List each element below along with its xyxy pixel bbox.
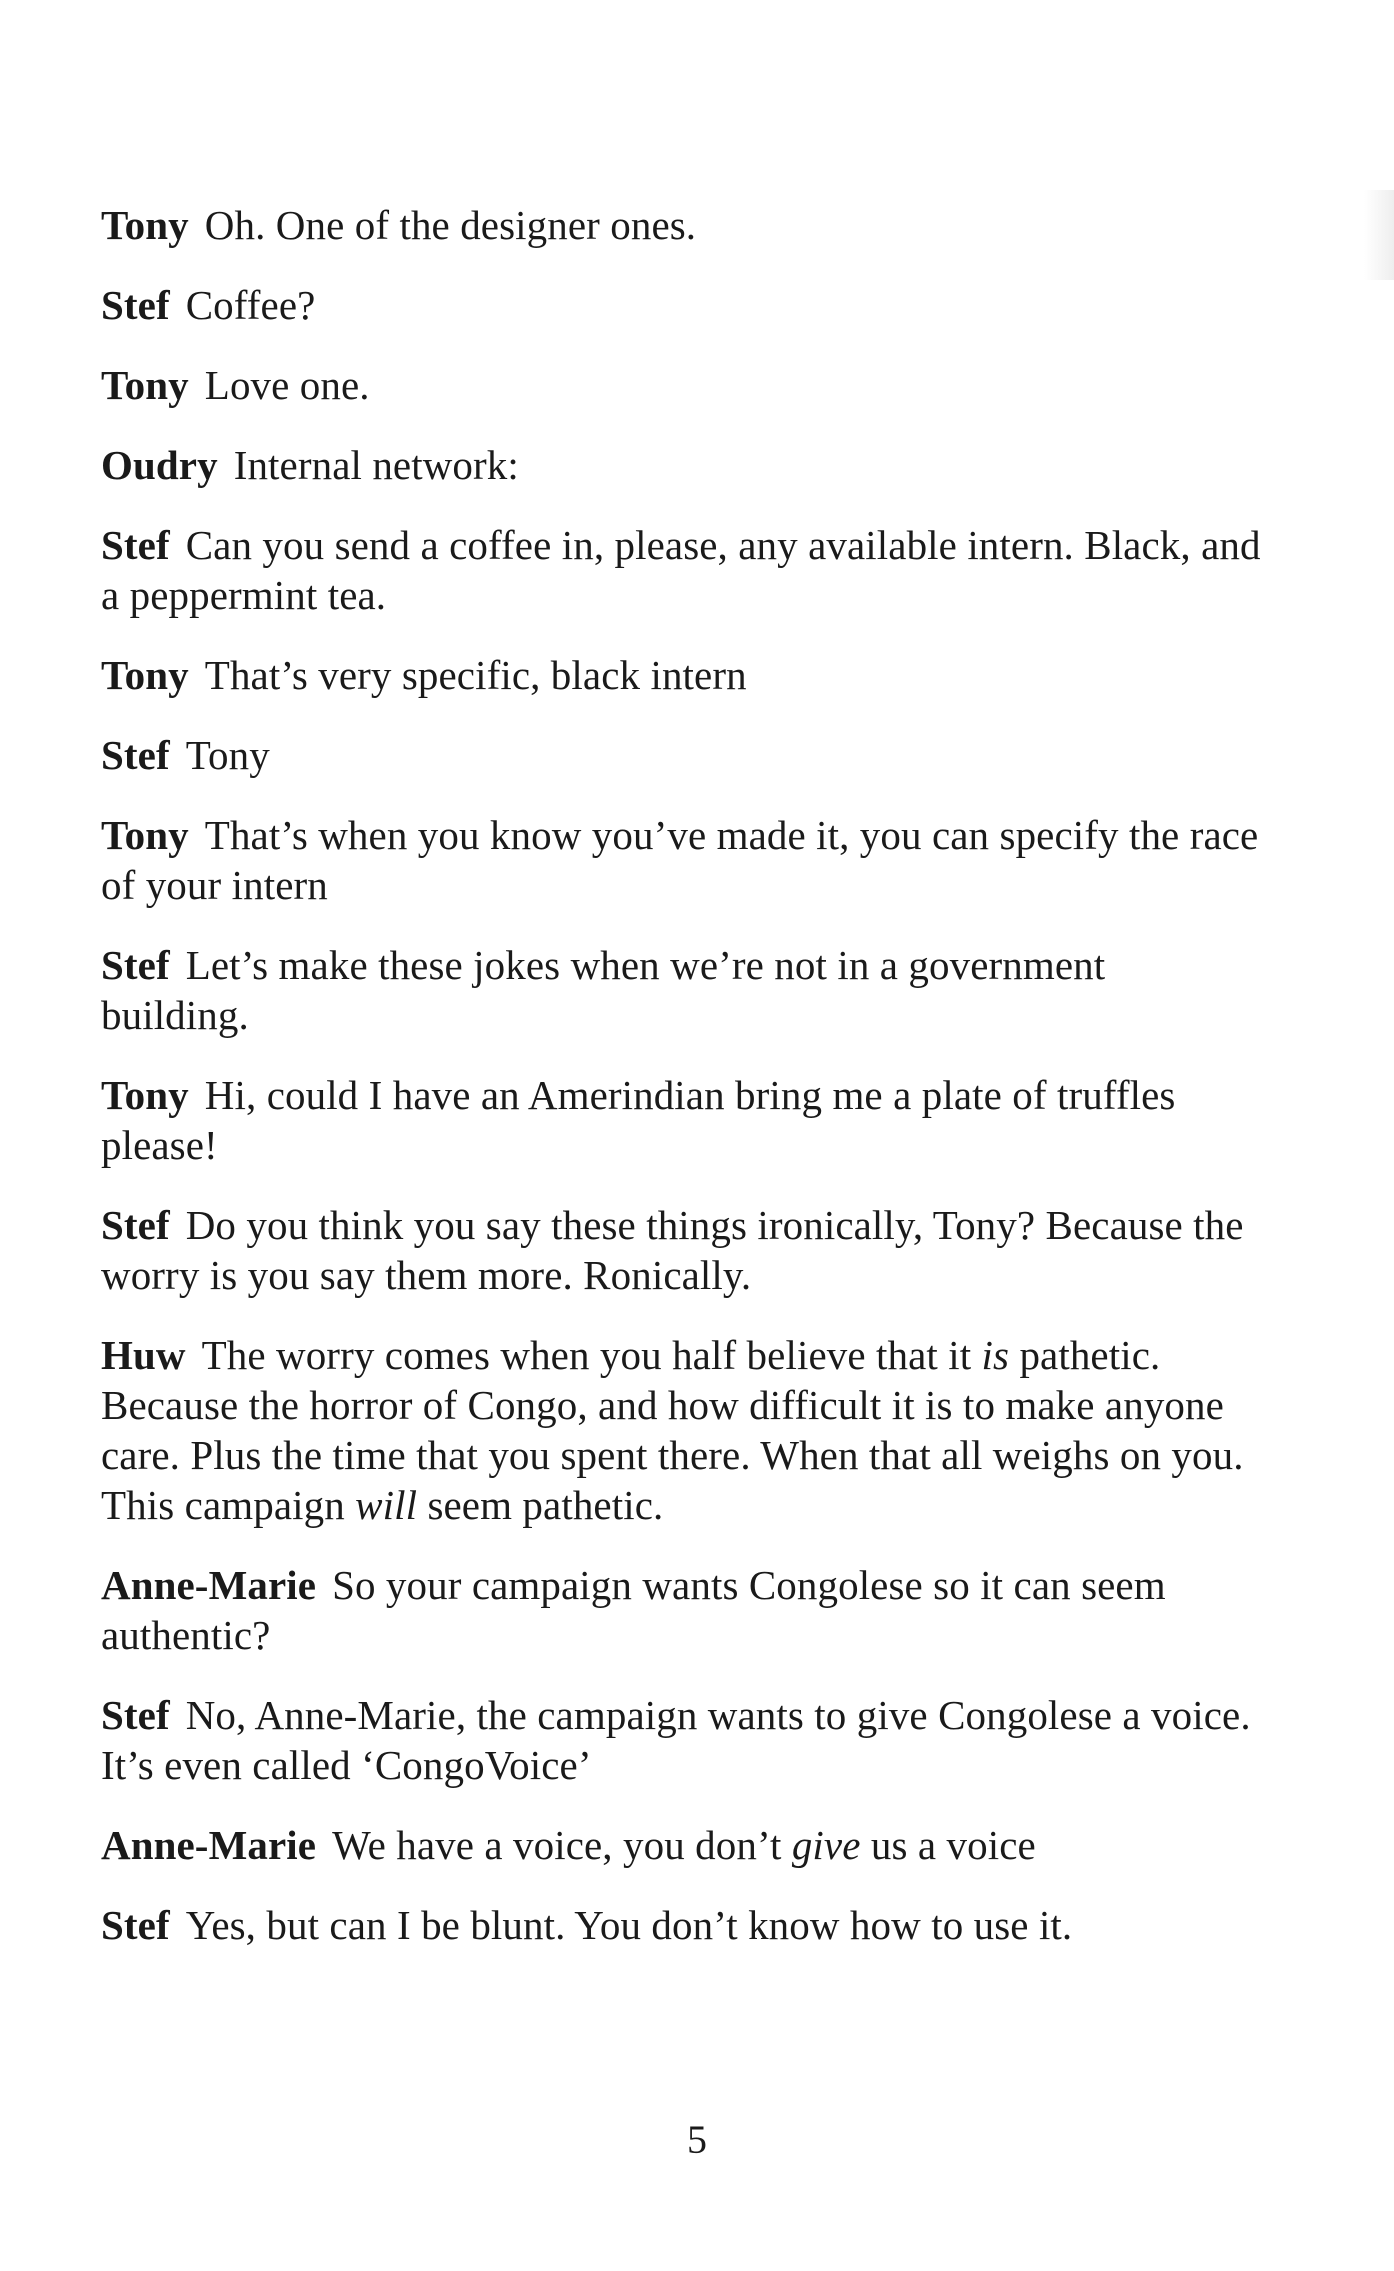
dialogue-line [101, 280, 1261, 330]
dialogue-line [101, 810, 1261, 910]
speech-text: Do you think you say these things ironically, Tony? Because the worry is you say them more. Ronically. [101, 1202, 1244, 1298]
speech-text: The worry comes when you half believe that it [201, 1332, 982, 1378]
speaker-name: Tony [101, 362, 189, 408]
speech-text: No, Anne-Marie, the campaign wants to give Congolese a voice. It’s even called ‘CongoVoice’ [101, 1692, 1251, 1788]
speech-text: Can you send a coffee in, please, any available intern. Black, and a peppermint tea. [101, 522, 1261, 618]
dialogue-line [101, 650, 1261, 700]
dialogue-line [101, 1330, 1261, 1530]
speech-text: So your campaign wants Congolese so it can seem authentic? [101, 1562, 1166, 1658]
speaker-name: Stef [101, 732, 170, 778]
speaker-name: Tony [101, 652, 189, 698]
speaker-name: Anne-Marie [101, 1562, 317, 1608]
speech-text: us a voice [860, 1822, 1036, 1868]
speech-text: That’s very specific, black intern [204, 652, 747, 698]
emphasized-text: give [791, 1822, 861, 1868]
speaker-name: Tony [101, 1072, 189, 1118]
speaker-name: Stef [101, 1202, 170, 1248]
speech-text: Coffee? [185, 282, 316, 328]
dialogue-line [101, 1820, 1261, 1870]
dialogue-block [101, 200, 1261, 1980]
dialogue-line [101, 1200, 1261, 1300]
speech-text: seem pathetic. [417, 1482, 664, 1528]
speaker-name: Stef [101, 522, 170, 568]
speaker-name: Tony [101, 812, 189, 858]
speaker-name: Stef [101, 282, 170, 328]
speaker-name: Huw [101, 1332, 186, 1378]
emphasized-text: will [355, 1482, 418, 1528]
dialogue-line [101, 1560, 1261, 1660]
speaker-name: Oudry [101, 442, 218, 488]
scan-edge-shadow [1364, 190, 1394, 280]
page-number: 5 [687, 2117, 707, 2162]
speaker-name: Stef [101, 942, 170, 988]
dialogue-line [101, 1900, 1261, 1950]
speech-text: We have a voice, you don’t [332, 1822, 792, 1868]
speech-text: Love one. [204, 362, 370, 408]
speech-text: pathetic. Because the horror of Congo, and how difficult it is to make anyone care. Plus the time that you spent there. When that all weighs on you. This campaign [101, 1332, 1244, 1528]
speech-text: Hi, could I have an Amerindian bring me a plate of truffles please! [101, 1072, 1176, 1168]
emphasized-text: is [981, 1332, 1010, 1378]
dialogue-line [101, 520, 1261, 620]
speech-text: Tony [185, 732, 270, 778]
dialogue-line [101, 360, 1261, 410]
dialogue-line [101, 440, 1261, 490]
dialogue-line [101, 200, 1261, 250]
speech-text: Yes, but can I be blunt. You don’t know how to use it. [185, 1902, 1073, 1948]
dialogue-line [101, 1690, 1261, 1790]
dialogue-line [101, 940, 1261, 1040]
speech-text: Oh. One of the designer ones. [204, 202, 697, 248]
dialogue-line [101, 730, 1261, 780]
speaker-name: Tony [101, 202, 189, 248]
speech-text: That’s when you know you’ve made it, you can specify the race of your intern [101, 812, 1259, 908]
dialogue-line [101, 1070, 1261, 1170]
speech-text: Internal network: [233, 442, 519, 488]
speaker-name: Anne-Marie [101, 1822, 317, 1868]
speech-text: Let’s make these jokes when we’re not in a government building. [101, 942, 1106, 1038]
speaker-name: Stef [101, 1692, 170, 1738]
speaker-name: Stef [101, 1902, 170, 1948]
